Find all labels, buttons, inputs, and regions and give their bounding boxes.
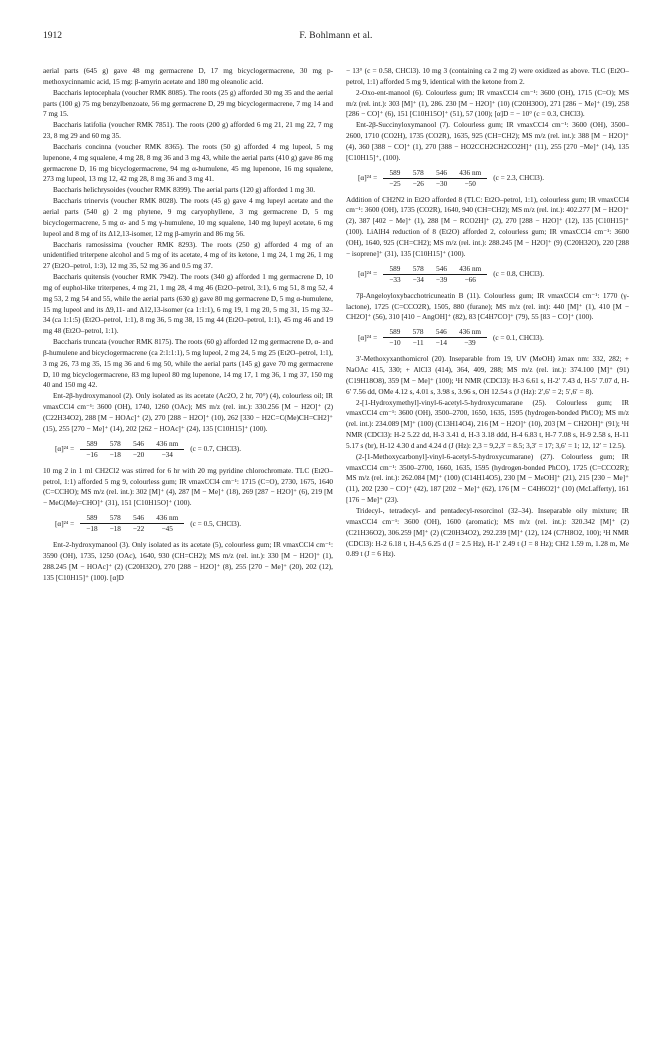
paragraph: Baccharis trinervis (voucher RMK 8028). The roots (45 g) gave 4 mg lupeyl acetate and the aerial parts (540 g) 2 mg phytene, 9 mg caryophyllene, 3 mg germacrene D, 5 mg bicyclogermacrene, 5 mg α- and 5 mg γ-humulene, 10 mg squalene, 140 mg lupeyl acetate, 6 mg lupeol and 8 mg of its Δ12,13-isomer, 12 mg β-amyrin and 86 mg 56. — [43, 197, 333, 238]
rotation-value: −11 — [412, 339, 424, 348]
paragraph: 3′-Methoxyxanthomicrol (20). Inseparable from 19, UV (MeOH) λmax nm: 332, 282; + NaOAc 415, 330; + AlCl3 (414), 364, 409, 288; MS m/z (rel. int.): 374.100 [M]⁺ (91) (C19H18O8), 359 [M − Me]⁺ (100); ¹H NMR (CDCl3): H-3 6.61 s, H-2′ 7.43 d, H-5′ 7.07 d, H-6′ 7.56 dd, OMe 4.12 s, 4.01 s, 3.98 s, 3.96 s, OH 12.54 s (J (Hz): 2′,6′ = 2; 5′,6′ = 8). — [346, 355, 629, 396]
wavelength-cell: 589 — [80, 513, 103, 524]
paragraph: aerial parts (645 g) gave 48 mg germacrene D, 17 mg bicyclogermacrene, 30 mg p-methoxycinnamic acid, 15 mg: β-amyrin acetate and 180 mg oleanolic acid. — [43, 67, 333, 86]
rotation-label: [α]²⁴ = — [358, 333, 378, 342]
rotation-label: [α]²⁴ = — [358, 270, 378, 279]
paragraph: Ent-2-hydroxymanool (3). Only isolated as its acetate (5), colourless gum; IR νmaxCCl4 cm⁻¹: 3590 (OH), 1735, 1250 (OAc), 1640, 930 (CH=CH2); MS m/z (rel. int.): 330 [M − H2O]⁺ (1), 288.245 [M − HOAc]⁺ (2) (C20H32O), 270 [288 − H2O]⁺ (8), 255 [270 − Me]⁺ (20), 202 (12), 135 [C10H15]⁺ (100). [α]D — [43, 541, 333, 582]
wavelength-cell: 589 — [383, 327, 406, 338]
wavelength-cell: 546 — [127, 513, 150, 524]
rotation-conditions: (c = 0.5, CHCl3). — [190, 519, 242, 528]
rotation-value: −18 — [109, 450, 121, 459]
rotation-value: −16 — [86, 450, 98, 459]
left-column — [43, 66, 333, 583]
rotation-label: [α]²⁴ = — [55, 519, 75, 528]
paragraph: Ent-2β-Succinyloxymanool (7). Colourless gum; IR νmaxCCl4 cm⁻¹: 3600 (OH), 3500–2600, 1710 (CO2H), 1735 (CO2R), 1635, 925 (CH=CH2); MS m/z (rel. int.): 388 [M − H2O]⁺ (4), 360 [388 − CO]⁺ (1), 270 [388 − HO2CCH2CH2CO2H]⁺ (11), 255 [270 −Me]⁺ (14), 135 [C10H15]⁺, (100). — [346, 121, 629, 162]
rotation-label: [α]²⁴ = — [358, 174, 378, 183]
wavelength-cell: 546 — [430, 264, 453, 275]
rotation-value: −39 — [435, 275, 448, 284]
paragraph: (2-[1-Methoxycarbonyl]-vinyl-6-acetyl-5-hydroxycumarane) (27). Colourless gum; IR νmaxCCl4 cm⁻¹: 3500–2700, 1660, 1635, 1595 (hydrogen-bonded PhCO), 1725 (C=CCO2R); MS m/z (rel. int.): 262.084 [M]⁺ (100) (C14H14O5), 230 [M − MeOH]⁺ (21), 215 [230 − Me]⁺ (11), 202 [230 − CO]⁺ (42), 187 [202 − Me]⁺ (62), 176 [M − C4H6O2]⁺ (10) (McLafferty), 161 [176 − Me]⁺ (23). — [346, 452, 629, 505]
optical-rotation-table — [358, 327, 629, 348]
rotation-value: −66 — [464, 275, 476, 284]
rotation-value: −34 — [412, 275, 424, 284]
wavelength-cell: 436 nm — [150, 439, 184, 450]
rotation-value: −25 — [389, 179, 401, 188]
paragraph: Baccharis latifolia (voucher RMK 7851). The roots (200 g) afforded 6 mg 21, 21 mg 22, 7 mg 23, 8 mg 29 and 60 mg 35. — [43, 121, 333, 141]
right-column — [346, 66, 629, 560]
wavelength-cell: 436 nm — [453, 264, 487, 275]
page-number: 1912 — [43, 31, 62, 41]
wavelength-cell: 578 — [104, 513, 127, 524]
optical-rotation-table — [55, 513, 333, 534]
paragraph: 7β-Angeloyloxybacchotricuneatin B (11). Colourless gum; IR νmaxCCl4 cm⁻¹: 1770 (γ-lactone), 1725 (C=CCO2R), 1505, 880 (furane); MS m/z (rel. int): 440 [M]⁺ (1), 410 [M − CH2O]⁺ (56), 310 [410 − AngOH]⁺ (82), 83 [C4H7CO]⁺ (79), 55 [83 − CO]⁺ (100). — [346, 291, 629, 322]
rotation-label: [α]²⁴ = — [55, 445, 75, 454]
wavelength-cell: 578 — [407, 264, 430, 275]
paragraph: Baccharis leptocephala (voucher RMK 8085). The roots (25 g) afforded 30 mg 35 and the aerial parts (100 g) 75 mg benzylbenzoate, 56 mg germacrene D, 29 mg bicyclogermacrene, 7 mg 14 and 7 mg 15. — [43, 88, 333, 119]
paragraph: Baccharis quitensis (voucher RMK 7942). The roots (340 g) afforded 1 mg germacrene D, 10 mg of euphol-like triterpenes, 4 mg 21, 1 mg 28, 4 mg 46 (Et2O–petrol, 3:1), 6 mg 51, 8 mg 52, 4 mg 53, 2 mg 54 and 55, while the aerial parts (630 g) gave 80 mg germacrene D, 5 mg α-humulene, 15 mg lupeol and its Δ9,11- and Δ12,13-isomer (ca 1:1:1), 6 mg 19, 1 mg 20, 5 mg 31, 15 mg 32–34 (ca 1:1:5) (Et2O–petrol, 1:1), 8 mg 36, 5 mg 38, 15 mg 44 (Et2O–petrol, 1:1), 45 mg 46 and 19 mg 48 (Et2O–petrol, 1:1). — [43, 273, 333, 336]
wavelength-cell: 546 — [430, 168, 453, 179]
wavelength-cell: 578 — [407, 327, 430, 338]
rotation-value: −18 — [109, 525, 121, 534]
wavelength-cell: 589 — [383, 168, 406, 179]
optical-rotation-table — [358, 264, 629, 285]
wavelength-cell: 589 — [80, 439, 103, 450]
wavelength-cell: 436 nm — [150, 513, 184, 524]
wavelength-cell: 578 — [104, 439, 127, 450]
rotation-conditions: (c = 0.7, CHCl3). — [190, 445, 242, 454]
wavelength-cell: 436 nm — [453, 168, 487, 179]
rotation-value: −39 — [464, 339, 476, 348]
paragraph: 2-Oxo-ent-manool (6). Colourless gum; IR νmaxCCl4 cm⁻¹: 3600 (OH), 1715 (C=O); MS m/z (rel. int.): 303 [M]⁺ (1), 286. 230 [M − H2O]⁺ (10) (C20H30O), 271 [286 − Me]⁺ (19), 258 [286 − CO]⁺ (6), 151 [C10H15O]⁺ (51), 57 (100); [α]D = − 10° (c = 0.3, CHCl3). — [346, 88, 629, 119]
paragraph: − 13° (c = 0.58, CHCl3). 10 mg 3 (containing ca 2 mg 2) were oxidized as above. TLC (Et2O–petrol, 1:1) afforded 5 mg 9, identical with the ketone from 2. — [346, 67, 629, 86]
paragraph: Baccharis concinna (voucher RMK 8365). The roots (50 g) afforded 4 mg lupeol, 5 mg lupenone, 4 mg squalene, 4 mg 28, 8 mg 36 and 3 mg 43, while the aerial parts (410 g) gave 86 mg germacrene D, 16 mg bicyclogermacrene, 94 mg α-humulene, 45 mg lupenone, 16 mg squalene, 273 mg lupeol, 13 mg 12, 42 mg 28, 8 mg 36 and 3 mg 41. — [43, 142, 333, 184]
wavelength-cell: 546 — [430, 327, 453, 338]
optical-rotation-table — [55, 439, 333, 460]
rotation-value: −26 — [412, 179, 424, 188]
rotation-value: −22 — [132, 525, 145, 534]
wavelength-cell: 546 — [127, 439, 150, 450]
rotation-value: −50 — [464, 179, 476, 188]
wavelength-cell: 578 — [407, 168, 430, 179]
running-head: F. Bohlmann et al. — [299, 31, 373, 41]
rotation-value: −20 — [132, 450, 145, 459]
rotation-conditions: (c = 2.3, CHCl3). — [493, 174, 545, 183]
rotation-value: −45 — [161, 525, 173, 534]
optical-rotation-table — [358, 168, 629, 189]
rotation-value: −30 — [435, 179, 448, 188]
rotation-value: −10 — [389, 339, 401, 348]
paragraph: Baccharis helichrysoides (voucher RMK 8399). The aerial parts (120 g) afforded 1 mg 30. — [53, 186, 316, 195]
wavelength-cell: 436 nm — [453, 327, 487, 338]
paragraph: Tridecyl-, tetradecyl- and pentadecyl-resorcinol (32–34). Inseparable oily mixture; IR νmaxCCl4 cm⁻¹: 3600 (OH), 1600 (aromatic); MS m/z (rel. int.): 320.342 [M]⁺ (2) (C21H36O2), 306.259 [M]⁺ (2) (C20H34O2), 292.239 [M]⁺ (12), 124 (C7H8O2, 100); ¹H NMR (CDCl3): H-2 6.18 t, H-4,5 6.25 d (J = 2.5 Hz), H-1′ 2.49 t (J = 8 Hz); CH2 1.59 m, 1.28 m, Me 0.89 t (J = 6 Hz). — [346, 507, 629, 559]
wavelength-cell: 589 — [383, 264, 406, 275]
rotation-conditions: (c = 0.1, CHCl3). — [492, 333, 544, 342]
rotation-conditions: (c = 0.8, CHCl3). — [493, 270, 545, 279]
paragraph: Baccharis ramosissima (voucher RMK 8293). The roots (250 g) afforded 4 mg of an unidentified triterpene alcohol and 5 mg of its acetate, 4 mg of its ketone, 1 mg 24, 1 mg 26, 1 mg 27 (Et2O–petrol, 1:3), 12 mg 35, 52 mg 36 and 0.5 mg 37. — [43, 240, 333, 271]
rotation-value: −34 — [161, 450, 173, 459]
paragraph: Baccharis truncata (voucher RMK 8175). The roots (60 g) afforded 12 mg germacrene D, α- and β-humulene and bicyclogermacrene (ca 2:1:1:1), 5 mg lupeol, 2 mg 24, 5 mg 25 (Et2O–petrol, 1:1), 3 mg 26, 73 mg 35, 15 mg 36 and 6 mg 50, while the aerial parts (145 g) gave 70 mg germacrene D, 10 mg bicyclogermacrene, 83 mg lupeol 80 mg lupenone, 14 mg 17, 1 mg 36, 1 mg 37, 150 mg 40 and 150 mg 42. — [43, 338, 333, 390]
rotation-value: −18 — [86, 525, 98, 534]
paragraph: Ent-2β-hydroxymanool (2). Only isolated as its acetate (Ac2O, 2 hr, 70°) (4), colourless oil; IR νmaxCCl4 cm⁻¹: 3600 (OH), 1740, 1260 (OAc); MS m/z (rel. int.): 330.256 [M − H2O]⁺ (2) (C22H34O2), 288 [M − HOAc]⁺ (2), 270 [288 − H2O]⁺ (10), 262 [330 − H2C=C(Me)CH=CH2]⁺ (15), 255 [270 − Me]⁺ (14), 202 [262 − HOAc]⁺ (24), 135 [C10H15]⁺ (100). — [43, 392, 333, 433]
paragraph: 10 mg 2 in 1 ml CH2Cl2 was stirred for 6 hr with 20 mg pyridine chlorochromate. TLC (Et2O–petrol, 1:1) afforded 5 mg 9, colourless gum; IR νmaxCCl4 cm⁻¹: 1715 (C=O), 2730, 1675, 1640 (C=CCHO); MS m/z (rel. int.): 302 [M]⁺ (4), 287 [M − Me]⁺ (18), 269 [287 − H2O]⁺ (6), 219 [M − MeC(Me)=CHO]⁺ (31), 151 [C10H15O]⁺ (100). — [43, 466, 333, 508]
paragraph: 2-[1-Hydroxymethyl]-vinyl-6-acetyl-5-hydroxycumarane (25). Colourless gum; IR νmaxCCl4 cm⁻¹: 3600 (OH), 3500–2700, 1650, 1635, 1595 (hydrogen-bonded PhCO); MS m/z (rel. int.): 234.089 [M]⁺ (100) (C13H14O4), 216 [M − H2O]⁺ (10), 203 [M − CH2OH]⁺ (91); ¹H NMR (CDCl3): H-2 5.22 dd, H-3 3.41 d, H-3 3.18 ddd, H-4 6.83 t, H-7 7.08 s, H-9 2.58 s, H-11 5.17 s (br), H-12 4.30 d and 4.24 d (J (Hz): 2,3 = 9,2,3′ = 8.5; 3,3′ = 17; 3,6′ = 1; 12, 12′ = 12.5). — [346, 398, 629, 450]
paragraph: Addition of CH2N2 in Et2O afforded 8 (TLC: Et2O–petrol, 1:1), colourless gum; IR νmaxCCl4 cm⁻¹: 3600 (OH), 1735 (CO2R), 1640, 940 (CH=CH2); MS m/z (rel. int.): 402.277 [M − H2O]⁺ (2), 387 [402 − Me]⁺ (1), 288 [M − RCO2H]⁺ (2), 270 [288 − H2O]⁺ (12), 135 [C10H15]⁺ (100). LiAlH4 reduction of 8 (Et2O) afforded 2, colourless gum; IR νmaxCCl4 cm⁻¹: 3600 (OH), 1640, 925 (CH=CH2); MS m/z (rel. int.): 288.245 [M − H2O]⁺ (9) (C20H32O), 220 [288 − isoprene]⁺ (31), 135 [C10H15]⁺ (100). — [346, 195, 629, 258]
rotation-value: −33 — [389, 275, 401, 284]
rotation-value: −14 — [435, 339, 447, 348]
